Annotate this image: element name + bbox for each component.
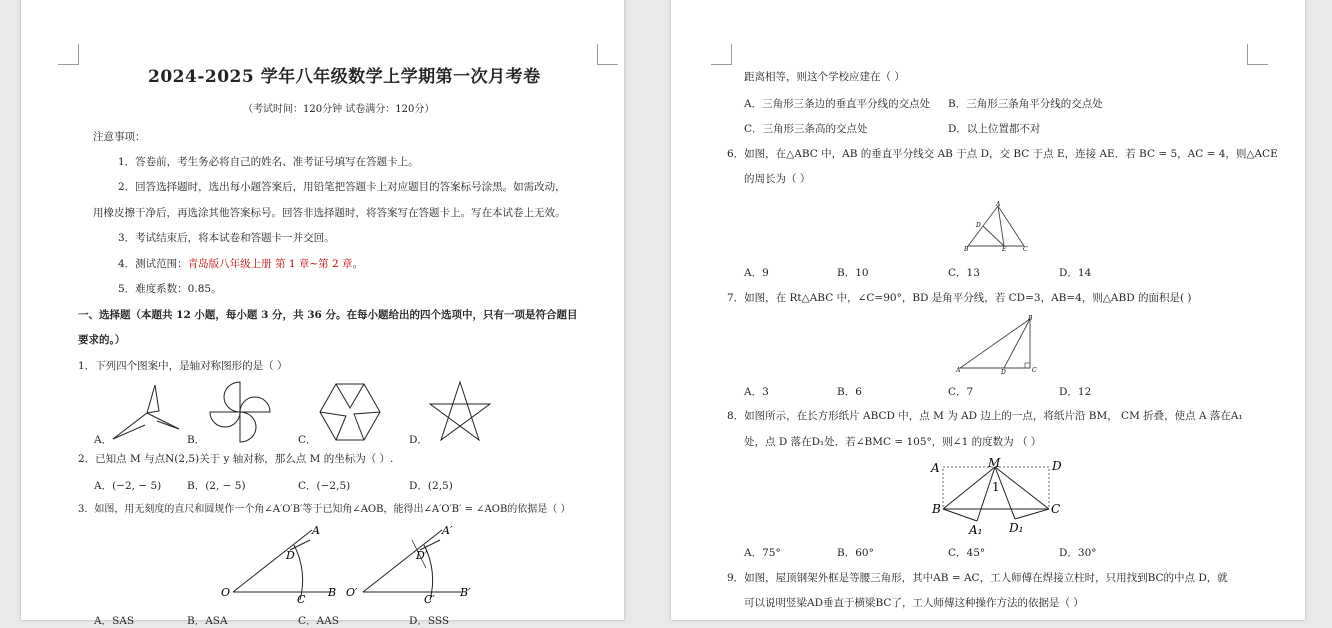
crop-mark-top-left [711,44,732,65]
scope-highlight: 青岛版八年级上册 第 1 章~第 2 章 [187,258,353,270]
q8-option-d[interactable]: D．30° [1059,547,1097,559]
q6-option-a[interactable]: A．9 [744,267,769,279]
q5-option-a[interactable]: A．三角形三条边的垂直平分线的交点处 [744,98,931,110]
q3-label-o-prime: O′ [346,586,358,599]
q5-option-d[interactable]: D．以上位置都不对 [948,123,1041,135]
q2-stem: 2．已知点 M 与点N(2,5)关于 y 轴对称，那么点 M 的坐标为（ ）. [78,453,394,465]
q8-label-a: A [931,461,940,475]
q7-label-c: C [1032,367,1037,374]
q6-option-c[interactable]: C．13 [948,267,980,279]
notice-2: 2．回答选择题时，选出每小题答案后，用铅笔把答题卡上对应题目的答案标号涂黑。如需改动， [118,181,566,193]
q5-option-b[interactable]: B．三角形三条角平分线的交点处 [948,98,1103,110]
q7-figure [954,313,1044,375]
q6-label-d: D [976,222,981,229]
notice-4 [118,257,363,271]
q8-figure [929,455,1069,540]
q6-label-c: C [1023,246,1028,253]
q6-label-b: B [964,246,969,253]
notice-3: 3．考试结束后，将本试卷和答题卡一并交回。 [118,232,335,244]
q3-label-a-prime: A′ [442,524,453,537]
q8-option-c[interactable]: C．45° [948,547,986,559]
q6-label-a: A [996,201,1001,208]
q8-stem: 8．如图所示，在长方形纸片 ABCD 中，点 M 为 AD 边上的一点，将纸片沿 BM， CM 折叠，使点 A 落在A₁ [727,410,1243,422]
q5-stem-cont: 距离相等，则这个学校应建在（ ） [744,71,905,83]
q3-label-d: D [286,549,295,562]
q3-label-b-prime: B′ [460,586,471,599]
q2-option-c[interactable]: C．(−2,5) [298,480,351,492]
q1-option-d[interactable]: D． [409,434,428,446]
q6-stem: 6．如图，在△ABC 中，AB 的垂直平分线交 AB 于点 D，交 BC 于点 E，连接 AE．若 BC = 5，AC = 4，则△ACE [727,148,1278,160]
q7-option-c[interactable]: C．7 [948,386,974,398]
q1-figure-d [427,380,493,442]
q3-option-a[interactable]: A．SAS [94,615,135,627]
q1-option-a[interactable]: A． [94,434,113,446]
q7-option-b[interactable]: B．6 [837,386,862,398]
q8-option-a[interactable]: A．75° [744,547,781,559]
notice-heading: 注意事项： [93,131,146,143]
q3-option-b[interactable]: B．ASA [187,615,228,627]
q1-option-c[interactable]: C． [298,434,317,446]
q8-label-d: D [1052,459,1062,473]
notice-5: 5．难度系数：0.85。 [118,283,222,295]
notice-4-label: 4．测试范围： [118,258,188,270]
q2-option-a[interactable]: A．(−2, − 5) [94,480,162,492]
crop-mark-top-right [597,44,618,65]
q3-option-c[interactable]: C．AAS [298,615,339,627]
q3-label-d-prime: D′ [416,549,428,562]
q2-option-d[interactable]: D．(2,5) [409,480,453,492]
q6-option-b[interactable]: B．10 [837,267,869,279]
q3-label-c-prime: C′ [424,593,435,606]
scope-tail: 。 [352,258,364,270]
q7-stem: 7．如图，在 Rt△ABC 中，∠C=90°，BD 是角平分线，若 CD=3，AB=4，则△ABD 的面积是( ) [727,292,1192,304]
q7-option-a[interactable]: A．3 [744,386,769,398]
q6-option-d[interactable]: D．14 [1059,267,1092,279]
q3-figure-left [216,520,346,605]
crop-mark-top-left [58,44,79,65]
q8-stem-cont: 处，点 D 落在D₁处．若∠BMC = 105°，则∠1 的度数为 （ ） [744,436,1042,448]
q1-figure-a [109,383,181,443]
q6-label-e: E [1002,246,1007,253]
q1-figure-c [316,380,384,444]
q3-label-a: A [312,524,320,537]
q7-label-b: B [1028,315,1033,322]
notice-2-cont: 用橡皮擦干净后，再选涂其他答案标号。回答非选择题时，将答案写在答题卡上。写在本试卷上无效。 [93,207,566,219]
q8-label-c: C [1051,502,1061,516]
q3-label-b: B [328,586,337,599]
q9-stem-cont: 可以说明竖梁AD垂直于横梁BC了，工人师傅这种操作方法的依据是（ ） [744,597,1084,609]
q7-option-d[interactable]: D．12 [1059,386,1092,398]
q6-stem-cont: 的周长为（ ） [744,173,811,185]
section1-heading: 一、选择题（本题共 12 小题，每小题 3 分，共 36 分。在每小题给出的四个选项中，只有一项是符合题目 [78,309,578,321]
q3-label-c: C [297,593,306,606]
q1-option-b[interactable]: B． [187,434,206,446]
exam-subtitle: （考试时间：120分钟 试卷满分：120分） [243,104,435,115]
q9-stem: 9．如图，屋顶钢架外框是等腰三角形，其中AB = AC，工人师傅在焊接立柱时，只用找到BC的中点 D，就 [727,572,1228,584]
q1-figure-b [206,380,274,444]
q3-label-o: O [221,586,231,599]
q2-option-b[interactable]: B．(2, − 5) [187,480,246,492]
q8-label-m: M [988,456,1001,470]
q3-option-d[interactable]: D．SSS [409,615,450,627]
q3-stem: 3．如图，用无刻度的直尺和圆规作一个角∠A′O′B′等于已知角∠AOB，能得出∠A′O′B′ = ∠AOB的依据是（ ） [78,504,571,515]
q5-option-c[interactable]: C．三角形三条高的交点处 [744,123,868,135]
document-page-1 [21,0,624,627]
q7-label-a: A [956,367,961,374]
q8-label-a1: A₁ [969,523,983,537]
q8-label-b: B [932,502,941,516]
section1-heading-cont: 要求的。） [78,334,126,346]
exam-title: 2024-2025 学年八年级数学上学期第一次月考卷 [148,67,541,87]
q7-label-d: D [1001,369,1006,376]
document-page-2 [671,0,1305,620]
q6-figure [962,200,1032,252]
q3-figure-right [346,520,486,605]
q8-option-b[interactable]: B．60° [837,547,874,559]
crop-mark-top-right [1247,44,1268,65]
q8-label-d1: D₁ [1009,521,1024,535]
notice-1: 1．答卷前，考生务必将自己的姓名、准考证号填写在答题卡上。 [118,156,419,168]
q1-stem: 1．下列四个图案中，是轴对称图形的是（ ） [78,360,288,372]
q8-label-1: 1 [992,480,1000,494]
